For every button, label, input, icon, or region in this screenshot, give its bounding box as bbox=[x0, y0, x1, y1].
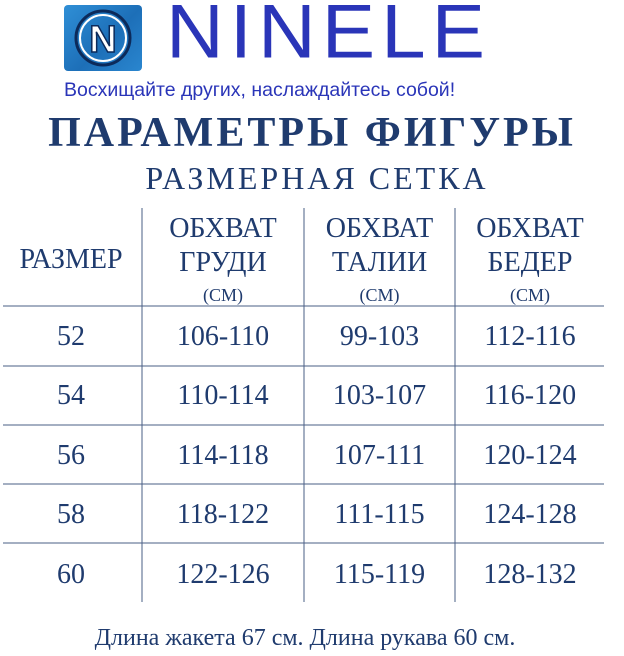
table-cell-size: 52 bbox=[57, 321, 85, 352]
header-waist-line1: ОБХВАТ bbox=[325, 213, 434, 244]
brand-logo bbox=[64, 5, 142, 71]
header-chest-unit: (СМ) bbox=[203, 285, 243, 305]
table-cell-chest: 122-126 bbox=[176, 559, 270, 590]
brand-tagline: Восхищайте других, наслаждайтесь собой! bbox=[64, 79, 456, 101]
table-cell-size: 58 bbox=[57, 499, 85, 530]
table-cell-chest: 110-114 bbox=[177, 380, 269, 411]
header-waist-line2: ТАЛИИ bbox=[331, 247, 428, 278]
table-cell-chest: 114-118 bbox=[177, 440, 269, 471]
page-subtitle: РАЗМЕРНАЯ СЕТКА bbox=[145, 160, 489, 196]
page-title: ПАРАМЕТРЫ ФИГУРЫ bbox=[48, 110, 576, 156]
table-cell-hips: 124-128 bbox=[483, 499, 577, 530]
table-cell-size: 60 bbox=[57, 559, 85, 590]
table-cell-size: 54 bbox=[57, 380, 85, 411]
header-hips-line1: ОБХВАТ bbox=[476, 213, 584, 244]
table-cell-chest: 118-122 bbox=[176, 499, 270, 530]
table-cell-waist: 107-111 bbox=[333, 440, 426, 471]
table-cell-chest: 106-110 bbox=[176, 321, 270, 352]
header-chest-line2: ГРУДИ bbox=[179, 247, 267, 278]
table-cell-hips: 120-124 bbox=[483, 440, 577, 471]
logo-letter: N bbox=[89, 19, 117, 61]
header-hips-line2: БЕДЕР bbox=[487, 247, 573, 278]
table-cell-waist: 111-115 bbox=[334, 499, 425, 530]
table-cell-hips: 128-132 bbox=[483, 559, 577, 590]
header-waist-unit: (СМ) bbox=[359, 285, 400, 305]
table-cell-size: 56 bbox=[57, 440, 85, 471]
garment-length-note: Длина жакета 67 см. Длина рукава 60 см. bbox=[94, 625, 516, 651]
header-hips-unit: (СМ) bbox=[510, 285, 550, 305]
table-cell-waist: 115-119 bbox=[333, 559, 426, 590]
table-cell-hips: 116-120 bbox=[483, 380, 577, 411]
header-size: РАЗМЕР bbox=[19, 244, 123, 275]
table-cell-hips: 112-116 bbox=[484, 321, 576, 352]
table-cell-waist: 103-107 bbox=[332, 380, 427, 411]
header-chest-line1: ОБХВАТ bbox=[169, 213, 277, 244]
table-cell-waist: 99-103 bbox=[339, 321, 420, 352]
brand-name: NINELE bbox=[166, 0, 491, 74]
logo-emblem-icon bbox=[64, 5, 142, 71]
